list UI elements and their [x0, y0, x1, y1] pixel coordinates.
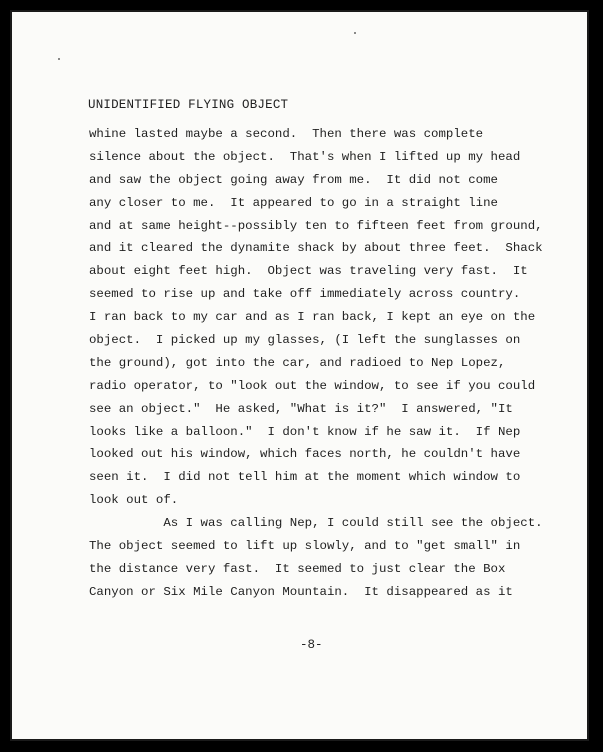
- text-line: object. I picked up my glasses, (I left the sunglasses on: [89, 333, 521, 348]
- text-line: seemed to rise up and take off immediately across country.: [89, 287, 521, 302]
- text-line: any closer to me. It appeared to go in a straight line: [89, 195, 498, 210]
- text-line: and at same height--possibly ten to fifteen feet from ground,: [89, 218, 543, 233]
- text-line: about eight feet high. Object was traveling very fast. It: [89, 264, 528, 279]
- text-line: the distance very fast. It seemed to just clear the Box: [89, 561, 506, 576]
- text-line: see an object." He asked, "What is it?" I answered, "It: [89, 401, 513, 416]
- document-body: [89, 123, 543, 604]
- text-line: silence about the object. That's when I lifted up my head: [89, 149, 521, 164]
- paper-speck: [354, 32, 356, 34]
- text-line: look out of.: [89, 493, 179, 508]
- text-line: the ground), got into the car, and radioed to Nep Lopez,: [89, 355, 506, 370]
- text-line: looks like a balloon." I don't know if he saw it. If Nep: [89, 424, 521, 439]
- text-line: looked out his window, which faces north, he couldn't have: [89, 447, 521, 462]
- text-line: whine lasted maybe a second. Then there was complete: [89, 127, 484, 141]
- text-line: The object seemed to lift up slowly, and to "get small" in: [89, 539, 521, 554]
- text-line: radio operator, to "look out the window, to see if you could: [89, 378, 536, 393]
- document-page: [10, 10, 589, 741]
- text-line: seen it. I did not tell him at the moment which window to: [89, 470, 521, 485]
- page-number: -8-: [300, 638, 323, 652]
- text-line: As I was calling Nep, I could still see the object.: [89, 516, 543, 531]
- text-line: and saw the object going away from me. It did not come: [89, 172, 498, 187]
- text-line: and it cleared the dynamite shack by about three feet. Shack: [89, 241, 543, 256]
- text-line: I ran back to my car and as I ran back, I kept an eye on the: [89, 310, 536, 325]
- paper-speck: [58, 58, 60, 60]
- text-line: Canyon or Six Mile Canyon Mountain. It disappeared as it: [89, 584, 513, 599]
- document-header: UNIDENTIFIED FLYING OBJECT: [88, 98, 289, 112]
